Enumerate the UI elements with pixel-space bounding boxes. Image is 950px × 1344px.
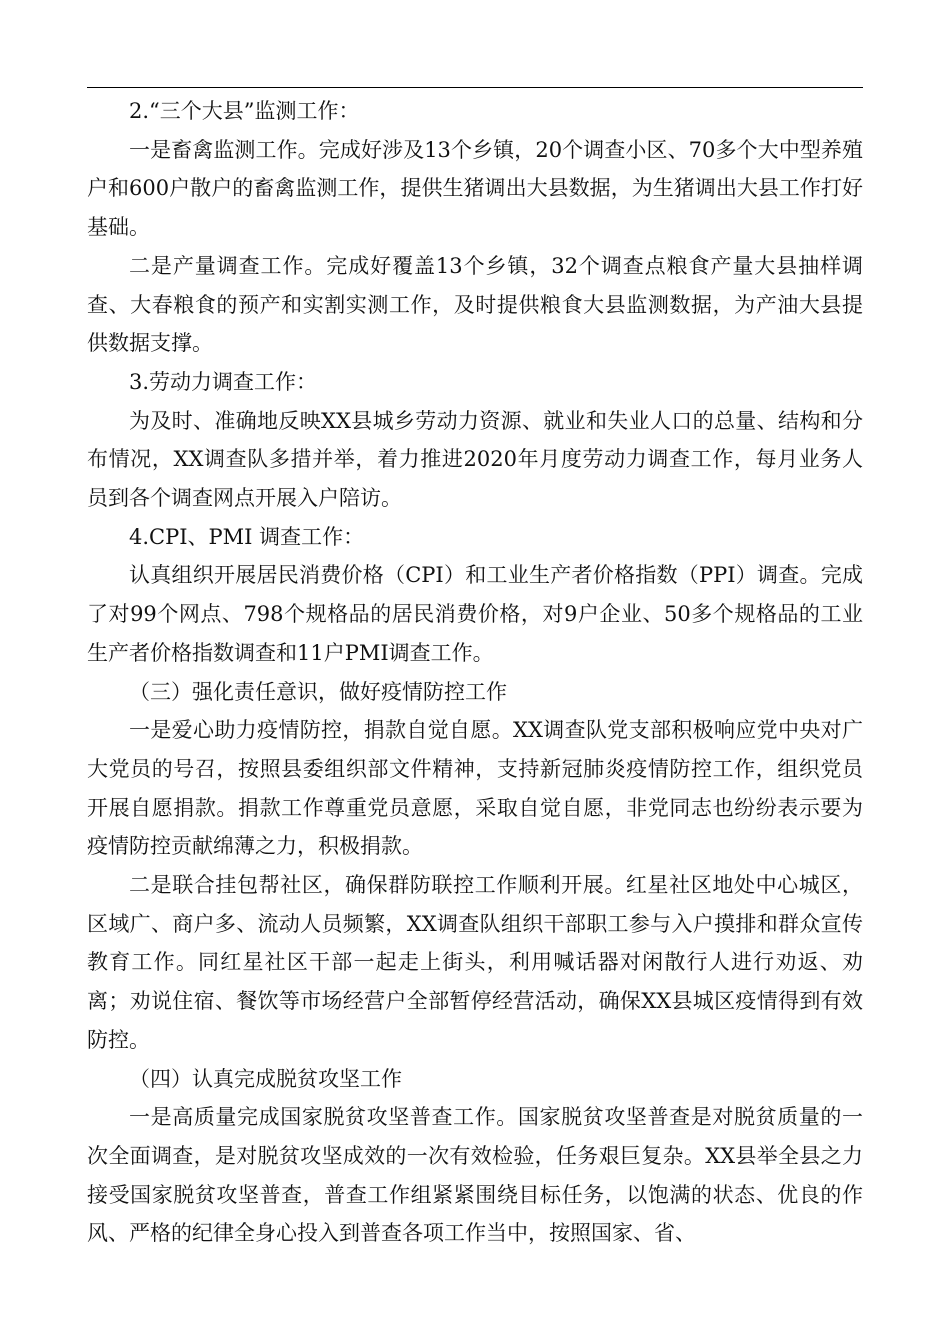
section-heading-cpi-pmi: 4.CPI、PMI 调查工作： — [129, 524, 365, 549]
paragraph-labor-survey: 为及时、准确地反映XX县城乡劳动力资源、就业和失业人口的总量、结构和分布情况，XX调查队多措并举，着力推进2020年月度劳动力调查工作，每月业务人员到各个调查网点开展入户陪访。 — [87, 408, 863, 511]
paragraph-cpi-pmi: 认真组织开展居民消费价格（CPI）和工业生产者价格指数（PPI）调查。完成了对99个网点、798个规格品的居民消费价格，对9户企业、50多个规格品的工业生产者价格指数调查和11户PMI调查工作。 — [87, 563, 863, 665]
paragraph-poverty-census: 一是高质量完成国家脱贫攻坚普查工作。国家脱贫攻坚普查是对脱贫质量的一次全面调查，是对脱贫攻坚成效的一次有效检验，任务艰巨复杂。XX县举全县之力接受国家脱贫攻坚普查，普查工作组紧紧围绕目标任务，以饱满的状态、优良的作风、严格的纪律全身心投入到普查各项工作当中，按照国家、省、 — [87, 1105, 863, 1246]
paragraph-livestock-monitoring: 一是畜禽监测工作。完成好涉及13个乡镇，20个调查小区、70多个大中型养殖户和600户散户的畜禽监测工作，提供生猪调出大县数据，为生猪调出大县工作打好基础。 — [87, 137, 863, 240]
header-rule — [87, 87, 863, 88]
document-body — [87, 92, 863, 1253]
section-heading-three-counties: 2.“三个大县”监测工作： — [129, 99, 360, 123]
paragraph-donation: 一是爱心助力疫情防控，捐款自觉自愿。XX调查队党支部积极响应党中央对广大党员的号召，按照县委组织部文件精神，支持新冠肺炎疫情防控工作，组织党员开展自愿捐款。捐款工作尊重党员意愿，采取自觉自愿，非党同志也纷纷表示要为疫情防控贡献绵薄之力，积极捐款。 — [87, 718, 863, 859]
section-heading-labor-survey: 3.劳动力调查工作： — [129, 369, 318, 394]
paragraph-community-support: 二是联合挂包帮社区，确保群防联控工作顺利开展。红星社区地处中心城区，区域广、商户多、流动人员频繁，XX调查队组织干部职工参与入户摸排和群众宣传教育工作。同红星社区干部一起走上街头，利用喊话器对闲散行人进行劝返、劝离；劝说住宿、餐饮等市场经营户全部暂停经营活动，确保XX县城区疫情得到有效防控。 — [87, 873, 863, 1052]
paragraph-yield-survey: 二是产量调查工作。完成好覆盖13个乡镇，32个调查点粮食产量大县抽样调查、大春粮食的预产和实割实测工作，及时提供粮食大县监测数据，为产油大县提供数据支撑。 — [87, 253, 863, 356]
section-heading-epidemic-control: （三）强化责任意识，做好疫情防控工作 — [129, 679, 507, 704]
section-heading-poverty-alleviation: （四）认真完成脱贫攻坚工作 — [129, 1066, 402, 1091]
